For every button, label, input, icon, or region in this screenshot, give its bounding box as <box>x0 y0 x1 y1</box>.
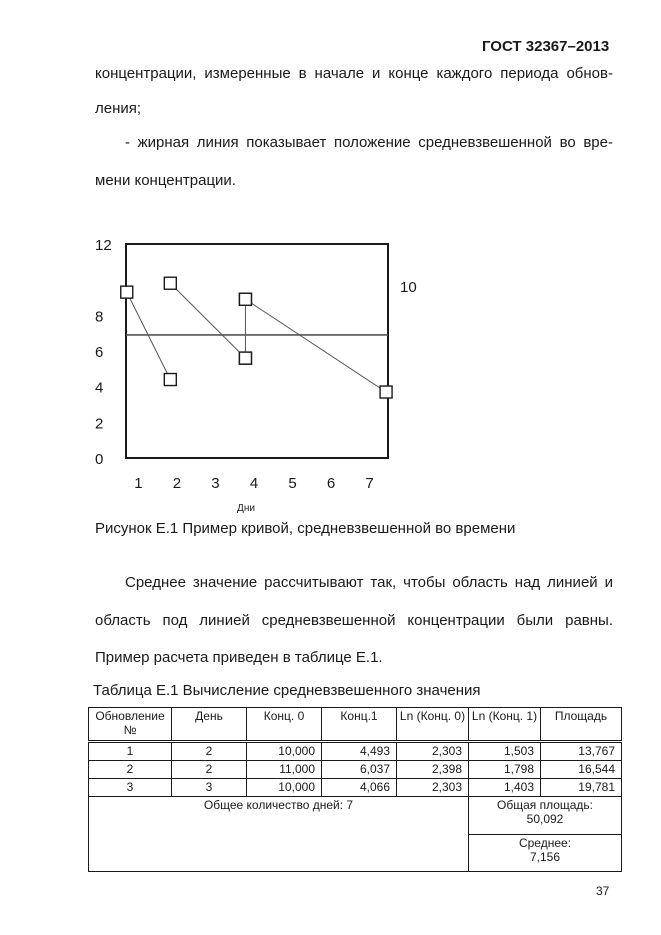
table-title: Таблица Е.1 Вычисление средневзвешенного значения <box>93 682 481 699</box>
table-summary-row <box>89 797 622 835</box>
table-cell: 2 <box>89 761 172 779</box>
data-point <box>164 277 176 289</box>
body-line-3: Пример расчета приведен в таблице Е.1. <box>95 649 383 666</box>
body-line-2: область под линией средневзвешенной концентрации были равны. <box>95 612 613 629</box>
total-area-label: Общая площадь: <box>496 798 594 812</box>
y-tick-label: 8 <box>95 308 104 326</box>
header-cell: Ln (Конц. 1) <box>469 708 541 742</box>
table-cell: 1,503 <box>469 742 541 761</box>
mean-value: 7,156 <box>529 849 561 864</box>
table-row <box>89 779 622 797</box>
x-tick-label: 6 <box>326 475 336 492</box>
plot-frame <box>126 244 388 458</box>
y-tick-label: 6 <box>95 344 104 361</box>
intro-line-3: - жирная линия показывает положение средневзвешенной во вре- <box>125 134 613 151</box>
intro-line-1: концентрации, измеренные в начале и конце каждого периода обнов- <box>95 65 613 82</box>
table-row <box>89 761 622 779</box>
header-cell: День <box>172 708 247 742</box>
data-point <box>239 293 251 305</box>
total-days-cell: Общее количество дней: 7 <box>89 797 469 872</box>
total-area-cell <box>469 797 622 835</box>
series-line <box>127 292 171 379</box>
data-point <box>380 386 392 398</box>
table-cell: 13,767 <box>541 742 622 761</box>
x-tick-label: 4 <box>249 475 259 492</box>
header-cell: Площадь <box>541 708 622 742</box>
header-cell: Обновление № <box>89 708 172 742</box>
x-tick-label: 1 <box>134 475 143 492</box>
y-tick-label: 2 <box>95 415 104 433</box>
document-code: ГОСТ 32367–2013 <box>482 38 610 55</box>
table-cell: 1,403 <box>469 779 541 797</box>
header-cell: Конц. 0 <box>247 708 322 742</box>
table-header-row <box>89 708 622 742</box>
calculation-table <box>88 707 622 872</box>
x-tick-label: 5 <box>288 475 297 492</box>
mean-cell <box>469 834 622 872</box>
total-area-value: 50,092 <box>526 812 564 826</box>
right-side-label: 10 <box>400 279 417 296</box>
table-cell: 4,493 <box>322 742 397 761</box>
data-point <box>164 374 176 386</box>
table-cell: 19,781 <box>541 779 622 797</box>
table-cell: 4,066 <box>322 779 397 797</box>
intro-line-4: мени концентрации. <box>95 172 236 189</box>
header-cell: Конц.1 <box>322 708 397 742</box>
table-cell: 3 <box>89 779 172 797</box>
y-tick-label: 12 <box>95 237 112 254</box>
table-cell: 11,000 <box>247 761 322 779</box>
series-line <box>170 283 245 358</box>
table-cell: 2,303 <box>397 779 469 797</box>
data-point <box>121 286 133 298</box>
table-cell: 2,398 <box>397 761 469 779</box>
page-number: 37 <box>596 884 610 898</box>
table-cell: 10,000 <box>247 779 322 797</box>
x-tick-label: 3 <box>211 475 220 492</box>
table-cell: 3 <box>172 779 247 797</box>
table-cell: 2,303 <box>397 742 469 761</box>
y-tick-label: 0 <box>95 451 104 468</box>
body-line-1: Среднее значение рассчитывают так, чтобы область над линией и <box>125 574 613 591</box>
header-cell: Ln (Конц. 0) <box>397 708 469 742</box>
x-axis-label: Дни <box>237 503 255 514</box>
intro-line-2: ления; <box>95 100 142 117</box>
table-cell: 10,000 <box>247 742 322 761</box>
table-row <box>89 742 622 761</box>
y-tick-label: 4 <box>95 379 104 397</box>
table-cell: 6,037 <box>322 761 397 779</box>
table-cell: 16,544 <box>541 761 622 779</box>
table-cell: 2 <box>172 742 247 761</box>
data-point <box>239 352 251 364</box>
x-tick-label: 2 <box>172 475 182 492</box>
table-cell: 1,798 <box>469 761 541 779</box>
x-tick-label: 7 <box>365 475 374 492</box>
mean-label: Среднее: <box>518 835 572 850</box>
table-cell: 1 <box>89 742 172 761</box>
figure-caption: Рисунок Е.1 Пример кривой, средневзвешенной во времени <box>95 520 516 537</box>
series-line <box>245 299 386 392</box>
table-cell: 2 <box>172 761 247 779</box>
